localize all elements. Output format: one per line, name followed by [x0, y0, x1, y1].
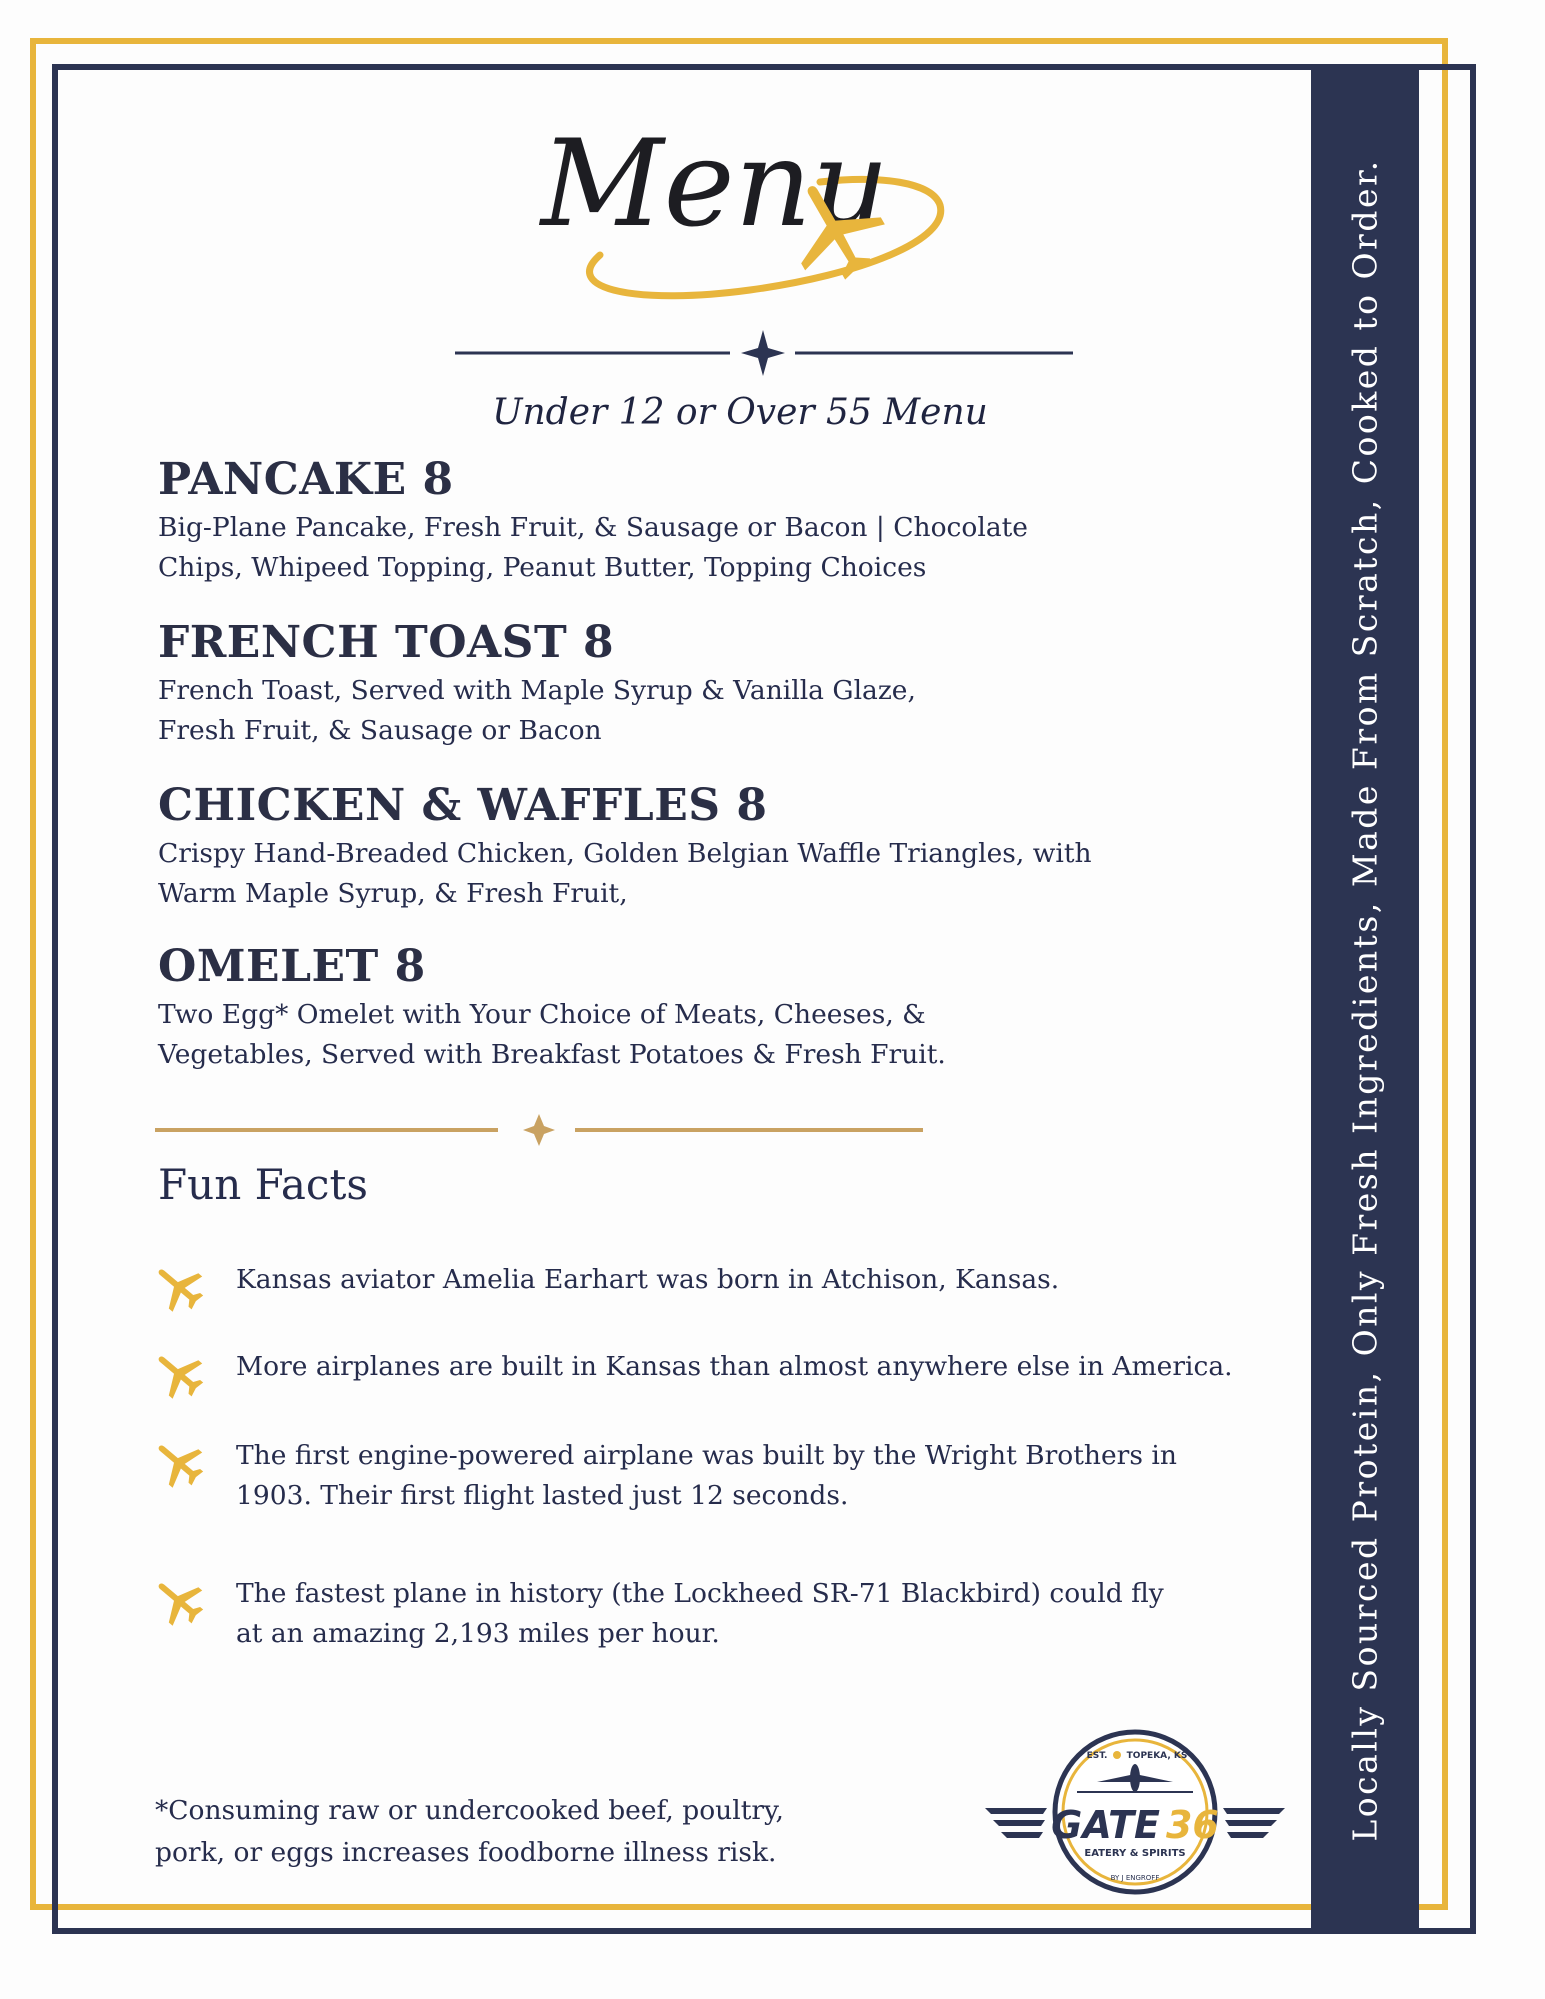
- fun-facts-title: Fun Facts: [158, 1160, 368, 1209]
- dot-icon: [1113, 1751, 1121, 1759]
- item-description: Big-Plane Pancake, Fresh Fruit, & Sausage or Bacon | Chocolate Chips, Whipeed Topping, Peanut Butter, Topping Choices: [158, 511, 1028, 583]
- airplane-icon: [152, 1574, 206, 1628]
- menu-item-french-toast: [158, 618, 1158, 751]
- svg-text:TOPEKA, KS: TOPEKA, KS: [1126, 1751, 1188, 1761]
- fun-fact-text: The fastest plane in history (the Lockheed SR-71 Blackbird) could fly at an amazing 2,193 miles per hour.: [236, 1578, 1164, 1649]
- menu-item-chicken-waffles: [158, 781, 1158, 914]
- item-title: CHICKEN & WAFFLES 8: [158, 780, 768, 831]
- item-description: Crispy Hand-Breaded Chicken, Golden Belgian Waffle Triangles, with Warm Maple Syrup, & Fresh Fruit,: [158, 837, 1092, 909]
- airplane-icon: [152, 1260, 206, 1314]
- top-divider: [455, 330, 1075, 376]
- item-title: PANCAKE 8: [158, 454, 454, 505]
- svg-text:EST.: EST.: [1086, 1751, 1108, 1761]
- item-description: Two Egg* Omelet with Your Choice of Meats, Cheeses, & Vegetables, Served with Breakfast Potatoes & Fresh Fruit.: [158, 998, 946, 1070]
- menu-script-logo: [460, 90, 980, 330]
- svg-text:GATE36: GATE 36: [1051, 1803, 1219, 1847]
- svg-text:BY J ENGROFF: BY J ENGROFF: [1110, 1874, 1160, 1882]
- side-band-text: Locally Sourced Protein, Only Fresh Ingredients, Made From Scratch, Cooked to Order.: [1345, 158, 1385, 1842]
- sparkle-icon: [523, 1114, 555, 1146]
- item-title: OMELET 8: [158, 941, 426, 992]
- airplane-icon: [152, 1347, 206, 1401]
- svg-text:EATERY & SPIRITS: EATERY & SPIRITS: [1084, 1848, 1186, 1859]
- fun-fact-text: The first engine-powered airplane was built by the Wright Brothers in 1903. Their first flight lasted just 12 seconds.: [236, 1440, 1177, 1511]
- menu-subtitle: Under 12 or Over 55 Menu: [492, 392, 988, 433]
- gate-36-logo: [985, 1720, 1285, 1900]
- menu-item-pancake: [158, 455, 1158, 588]
- item-title: FRENCH TOAST 8: [158, 617, 615, 668]
- item-description: French Toast, Served with Maple Syrup & Vanilla Glaze, Fresh Fruit, & Sausage or Bacon: [158, 674, 916, 746]
- airplane-icon: [152, 1436, 206, 1490]
- fun-fact-text: More airplanes are built in Kansas than almost anywhere else in America.: [236, 1351, 1233, 1382]
- fun-fact-text: Kansas aviator Amelia Earhart was born in Atchison, Kansas.: [236, 1264, 1060, 1295]
- gold-divider: [155, 1112, 925, 1148]
- sparkle-icon: [741, 330, 785, 376]
- menu-script-title: Menu: [540, 115, 890, 254]
- menu-item-omelet: [158, 942, 1158, 1075]
- food-safety-disclaimer: *Consuming raw or undercooked beef, poultry, pork, or eggs increases foodborne illness risk.: [155, 1795, 784, 1868]
